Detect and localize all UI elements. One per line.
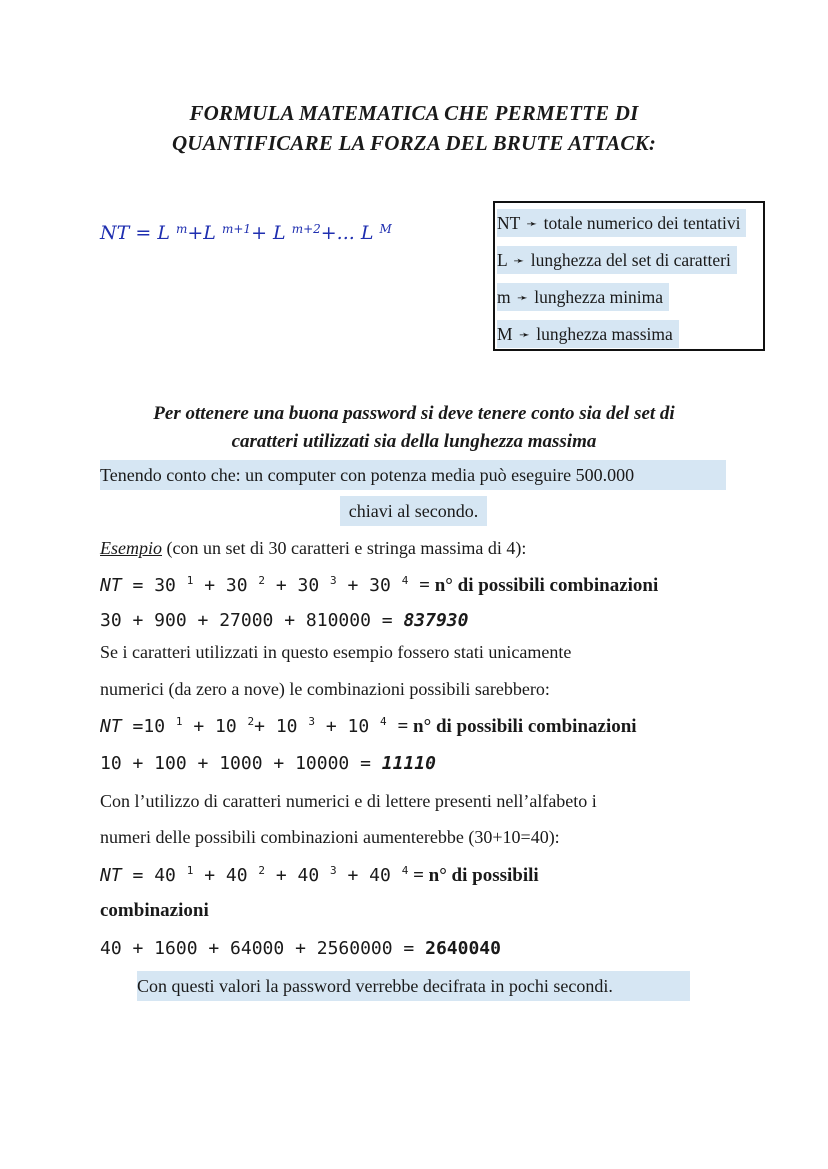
brute-force-formula: NT = L $^m$+L $^{m+1}$+ L $^{m+2}$+... L $^M$ — [100, 222, 392, 244]
note-line-1: Tenendo conto che: un computer con potenza media può eseguire 500.000 — [100, 460, 726, 490]
arrow-icon: ➛ — [513, 253, 525, 268]
legend-item-m: m ➛ lunghezza minima — [497, 283, 669, 311]
equation-base-10: NT =10 $^1$ + 10 $^2$+ 10 $^3$ + 10 $^4$ = n° di possibili combinazioni — [100, 715, 637, 737]
para3-line-1: Con l’utilizzo di caratteri numerici e di lettere presenti nell’alfabeto i — [100, 791, 597, 811]
equation-base-30: NT = 30 $^1$ + 30 $^2$ + 30 $^3$ + 30 $^4$ = n° di possibili combinazioni — [100, 574, 659, 596]
result-base-10: 11110 — [381, 753, 436, 774]
para2-line-1: Se i caratteri utilizzati in questo esempio fossero stati unicamente — [100, 642, 572, 662]
para2-line-2: numerici (da zero a nove) le combinazioni possibili sarebbero: — [100, 679, 550, 699]
equation-base-40-wrap: combinazioni — [100, 900, 209, 921]
sum-base-30: 30 + 900 + 27000 + 810000 = 837930 — [100, 610, 469, 631]
title-line-2: QUANTIFICARE LA FORZA DEL BRUTE ATTACK: — [171, 131, 657, 155]
title-line-1: FORMULA MATEMATICA CHE PERMETTE DI — [189, 101, 639, 125]
legend-item-max: M ➛ lunghezza massima — [497, 320, 679, 348]
example-intro: Esempio (con un set di 30 caratteri e stringa massima di 4): — [100, 538, 527, 558]
subtitle-line-2: caratteri utilizzati sia della lunghezza massima — [231, 431, 597, 452]
formula-legend-box — [493, 201, 765, 351]
arrow-icon: ➛ — [526, 216, 538, 231]
conclusion: Con questi valori la password verrebbe decifrata in pochi secondi. — [137, 971, 690, 1001]
legend-item-nt: NT ➛ totale numerico dei tentativi — [497, 209, 746, 237]
para3-line-2: numeri delle possibili combinazioni aumenterebbe (30+10=40): — [100, 827, 560, 847]
result-base-40: 2640040 — [425, 938, 501, 959]
result-base-30: 837930 — [403, 610, 469, 631]
sum-base-10: 10 + 100 + 1000 + 10000 = 11110 — [100, 753, 436, 774]
subtitle-line-1: Per ottenere una buona password si deve tenere conto sia del set di — [153, 403, 675, 424]
legend-item-l: L ➛ lunghezza del set di caratteri — [497, 246, 737, 274]
sum-base-40: 40 + 1600 + 64000 + 2560000 = 2640040 — [100, 938, 501, 959]
example-label: Esempio — [100, 538, 162, 558]
note-line-2: chiavi al secondo. — [340, 496, 487, 526]
equation-base-40: NT = 40 $^1$ + 40 $^2$ + 40 $^3$ + 40 $^4$ = n° di possibili — [100, 864, 539, 886]
arrow-icon: ➛ — [518, 327, 530, 342]
arrow-icon: ➛ — [517, 290, 528, 305]
